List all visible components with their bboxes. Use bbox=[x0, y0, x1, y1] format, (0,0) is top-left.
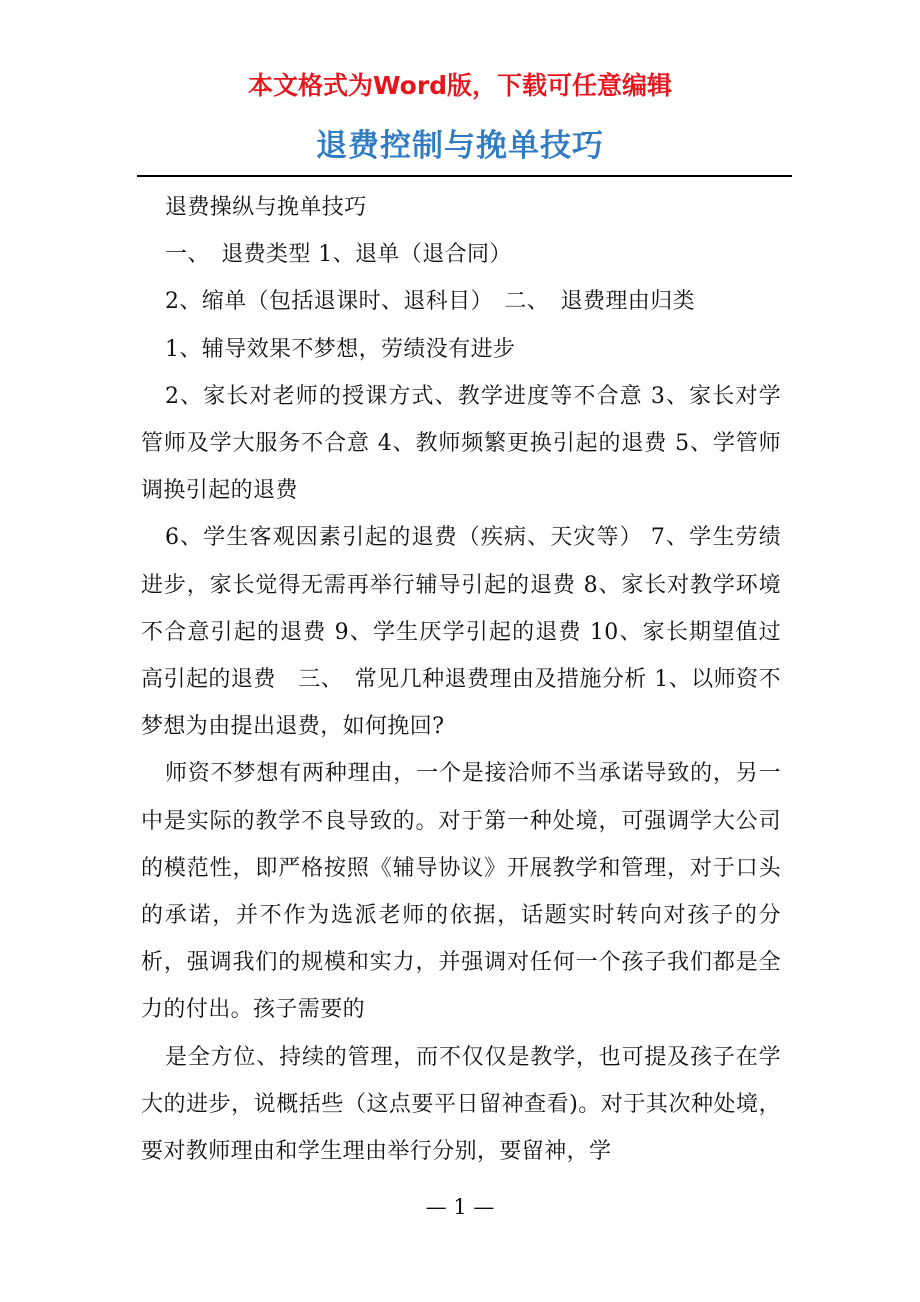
body-paragraph: 6、学生客观因素引起的退费（疾病、天灾等） 7、学生劳绩进步，家长觉得无需再举行辅导引起的退费 8、家长对教学环境不合意引起的退费 9、学生厌学引起的退费 10、家长期望值过高引起的退费 三、 常见几种退费理由及措施分析 1、以师资不梦想为由提出退费，如何挽回? bbox=[141, 525, 781, 740]
body-paragraph: 2、家长对老师的授课方式、教学进度等不合意 3、家长对学管师及学大服务不合意 4、教师频繁更换引起的退费 5、学管师调换引起的退费 bbox=[141, 383, 781, 504]
format-notice-banner: 本文格式为Word版，下载可任意编辑 bbox=[247, 71, 673, 100]
body-paragraph: 是全方位、持续的管理，而不仅仅是教学，也可提及孩子在学大的进步，说概括些（这点要平日留神查看)。对于其次种处境，要对教师理由和学生理由举行分别，要留神，学 bbox=[141, 1044, 781, 1165]
body-paragraph: 1、辅导效果不梦想，劳绩没有进步 bbox=[165, 336, 516, 362]
body-paragraph: 一、 退费类型 1、退单（退合同） bbox=[165, 242, 512, 268]
title-divider bbox=[137, 175, 792, 177]
body-paragraph: 2、缩单（包括退课时、退科目） 二、 退费理由归类 bbox=[165, 289, 695, 315]
document-title: 退费控制与挽单技巧 bbox=[316, 128, 604, 164]
document-body bbox=[141, 184, 781, 1175]
body-paragraph: 退费操纵与挽单技巧 bbox=[165, 195, 367, 220]
body-paragraph: 师资不梦想有两种理由，一个是接洽师不当承诺导致的，另一中是实际的教学不良导致的。对于第一种处境，可强调学大公司的模范性，即严格按照《辅导协议》开展教学和管理，对于口头的承诺，并不作为选派老师的依据，话题实时转向对孩子的分析，强调我们的规模和实力，并强调对任何一个孩子我们都是全力的付出。孩子需要的 bbox=[141, 761, 781, 1023]
page-number: — 1 — bbox=[425, 1195, 495, 1219]
